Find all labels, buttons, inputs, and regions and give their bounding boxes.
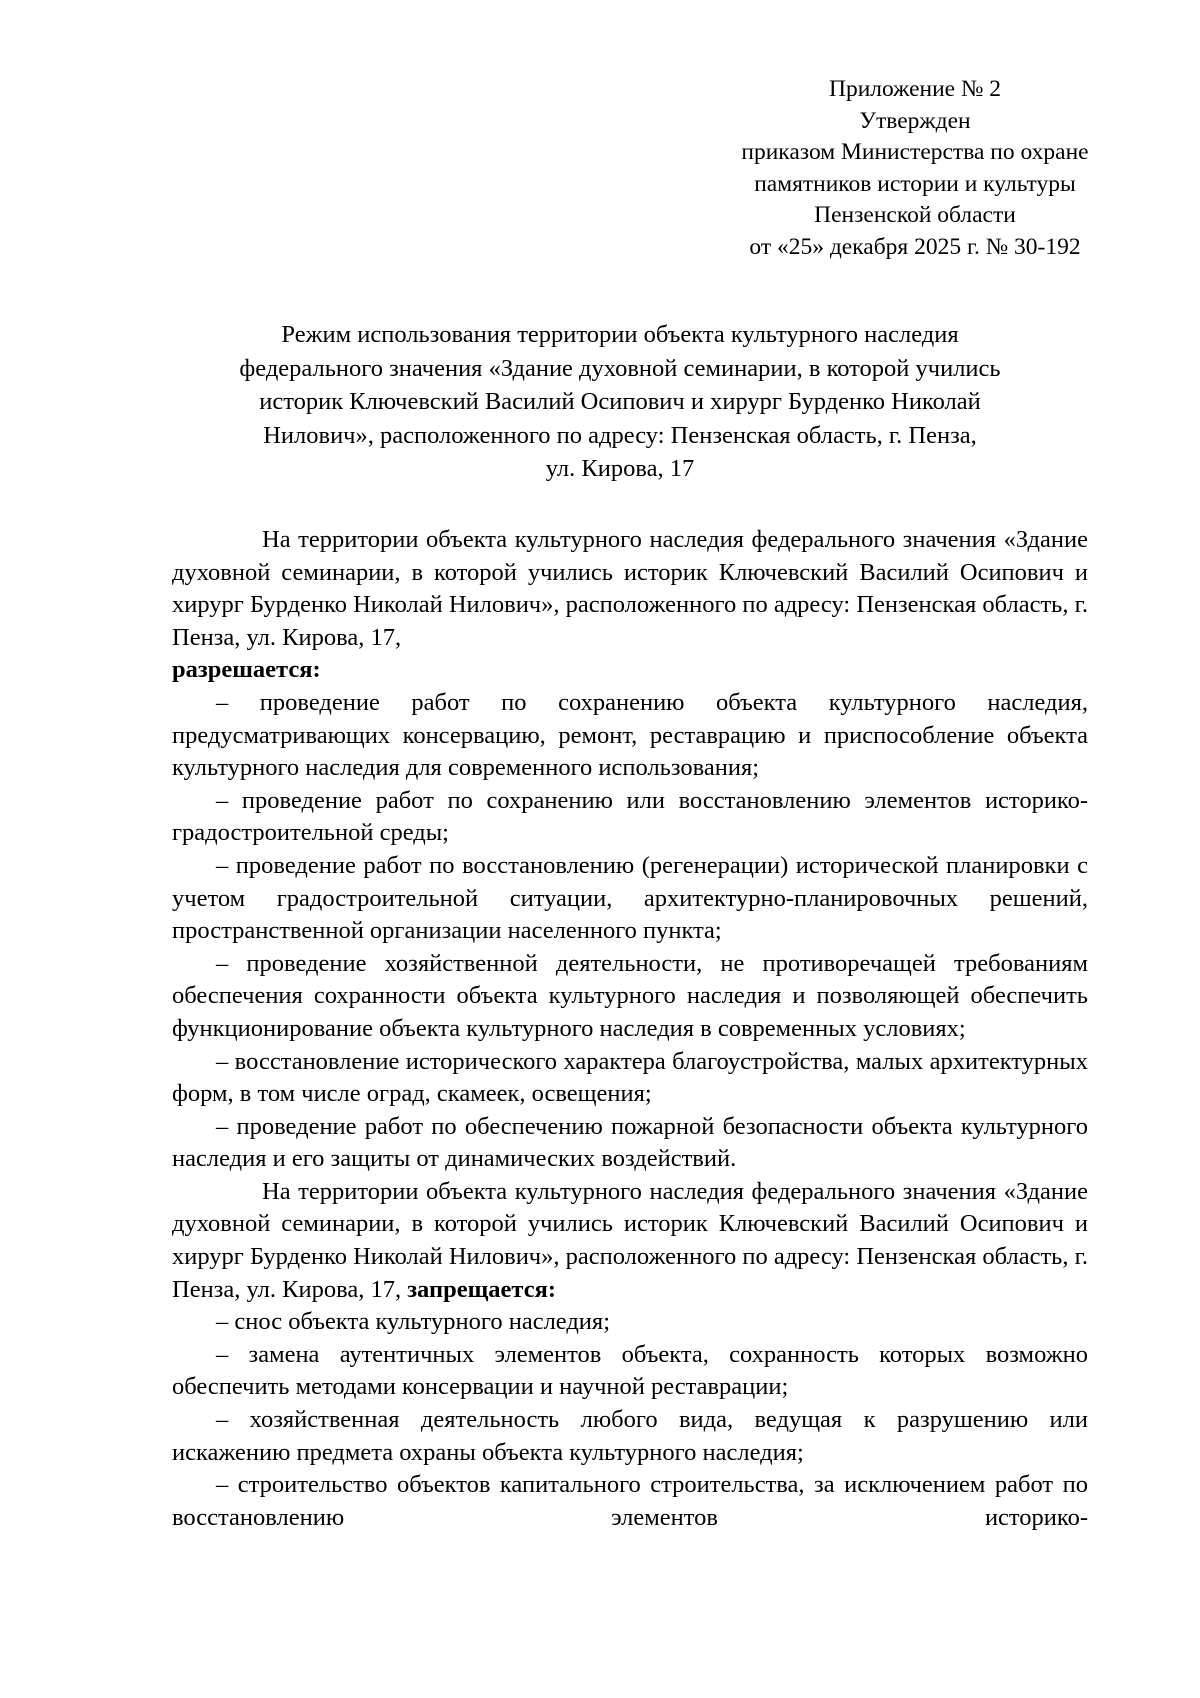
list-item: – проведение работ по сохранению или восстановлению элементов историко-градостроительной среды; <box>172 786 1088 847</box>
title-line: Нилович», расположенного по адресу: Пензенская область, г. Пенза, <box>263 421 977 449</box>
approval-block <box>690 74 1140 263</box>
list-item: – замена аутентичных элементов объекта, сохранность которых возможно обеспечить методами консервации и научной реставрации; <box>172 1340 1088 1401</box>
list-item: – проведение работ по обеспечению пожарной безопасности объекта культурного наследия и его защиты от динамических воздействий. <box>172 1112 1088 1173</box>
list-item: – проведение работ по сохранению объекта культурного наследия, предусматривающих консервацию, ремонт, реставрацию и приспособление объекта культурного наследия для современного использования; <box>172 688 1088 782</box>
permitted-intro-text: На территории объекта культурного наследия федерального значения «Здание духовной семинарии, в которой учились историк Ключевский Василий Осипович и хирург Бурденко Николай Нилович», расположенного по адресу: Пензенская область, г. Пенза, ул. Кирова, 17, <box>172 526 1088 651</box>
document-body <box>172 524 1088 1534</box>
appendix-number: Приложение № 2 <box>828 76 1002 102</box>
approved-label: Утвержден <box>859 107 971 134</box>
list-item: – строительство объектов капитального строительства, за исключением работ по восстановлению элементов историко- <box>172 1471 1088 1531</box>
permitted-keyword: разрешается: <box>172 656 321 684</box>
title-line: Режим использования территории объекта культурного наследия <box>281 321 959 348</box>
order-line: приказом Министерства по охране <box>741 139 1089 165</box>
list-item: – хозяйственная деятельность любого вида, ведущая к разрушению или искажению предмета охраны объекта культурного наследия; <box>172 1406 1088 1466</box>
region-line: Пензенской области <box>814 202 1016 228</box>
order-date-number: от «25» декабря 2025 г. № 30-192 <box>749 233 1081 260</box>
prohibited-intro-text: На территории объекта культурного наследия федерального значения «Здание духовной семинарии, в которой учились историк Ключевский Василий Осипович и хирург Бурденко Николай Нилович», расположенного по адресу: Пензенская область, г. Пенза, ул. Кирова, 17, <box>172 1177 1088 1303</box>
list-item: – снос объекта культурного наследия; <box>216 1308 610 1336</box>
prohibited-keyword: запрещается: <box>407 1275 557 1303</box>
list-item: – проведение работ по восстановлению (регенерации) исторической планировки с учетом градостроительной ситуации, архитектурно-планировочных решений, пространственной организации населенного пункта; <box>172 851 1088 945</box>
document-title <box>160 318 1080 486</box>
title-line: ул. Кирова, 17 <box>545 455 695 482</box>
list-item: – восстановление исторического характера благоустройства, малых архитектурных форм, в том числе оград, скамеек, освещения; <box>172 1047 1088 1108</box>
list-item: – проведение хозяйственной деятельности, не противоречащей требованиям обеспечения сохранности объекта культурного наследия и позволяющей обеспечить функционирование объекта культурного наследия в современных условиях; <box>172 949 1088 1042</box>
title-line: историк Ключевский Василий Осипович и хирург Бурденко Николай <box>259 388 981 415</box>
title-line: федерального значения «Здание духовной семинарии, в которой учились <box>239 354 1001 382</box>
prohibited-intro-paragraph <box>172 1176 1088 1306</box>
permitted-intro-paragraph <box>172 524 1088 687</box>
ministry-line: памятников истории и культуры <box>754 170 1076 197</box>
